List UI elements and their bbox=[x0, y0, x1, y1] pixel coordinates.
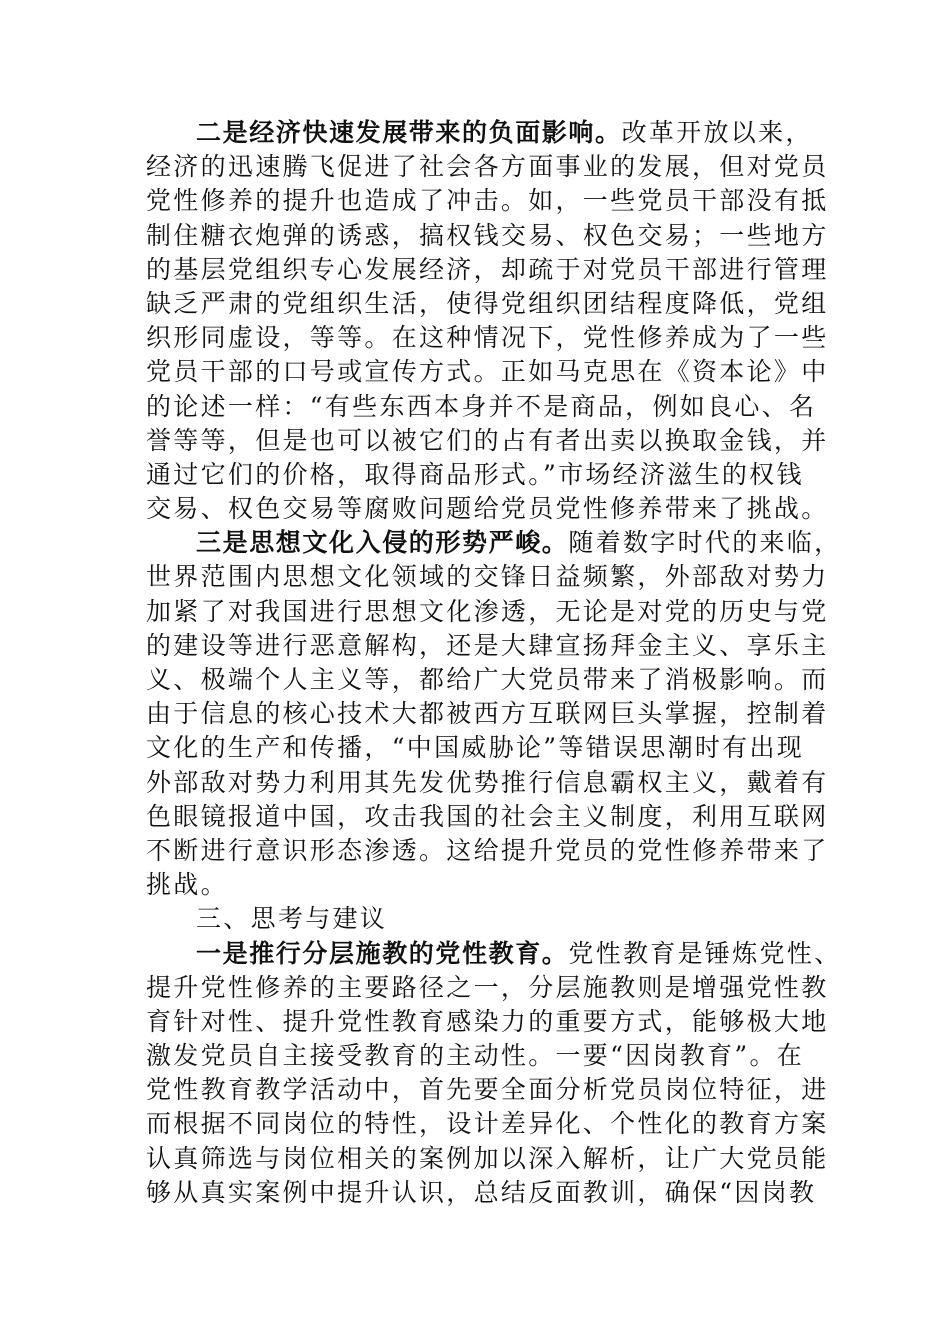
paragraph-economic-impact bbox=[146, 116, 829, 526]
paragraph-first-line bbox=[146, 526, 842, 560]
paragraph-line: 色眼镜报道中国，攻击我国的社会主义制度，利用互联网 bbox=[146, 801, 829, 831]
paragraph-line: 党性教育教学活动中，首先要全面分析党员岗位特征，进 bbox=[146, 1075, 829, 1105]
paragraph-line: 世界范围内思想文化领域的交锋日益频繁，外部敌对势力 bbox=[146, 562, 829, 592]
paragraph-lead-heading: 一是推行分层施教的党性教育。 bbox=[196, 938, 569, 968]
paragraph-line: 制住糖衣炮弹的诱惑，搞权钱交易、权色交易；一些地方 bbox=[146, 220, 829, 250]
paragraph-line: 经济的迅速腾飞促进了社会各方面事业的发展，但对党员 bbox=[146, 152, 829, 182]
paragraph-line: 够从真实案例中提升认识，总结反面教训，确保“因岗教 bbox=[146, 1177, 817, 1207]
paragraph-line: 的基层党组织专心发展经济，却疏于对党员干部进行管理 bbox=[146, 254, 829, 284]
paragraph-line: 交易、权色交易等腐败问题给党员党性修养带来了挑战。 bbox=[146, 494, 829, 524]
paragraph-line: 不断进行意识形态渗透。这给提升党员的党性修养带来了 bbox=[146, 835, 829, 865]
paragraph-line: 激发党员自主接受教育的主动性。一要“因岗教育”。在 bbox=[146, 1041, 805, 1071]
paragraph-line: 织形同虚设，等等。在这种情况下，党性修养成为了一些 bbox=[146, 323, 829, 353]
paragraph-line: 誉等等，但是也可以被它们的占有者出卖以换取金钱，并 bbox=[146, 425, 829, 455]
document-body bbox=[146, 116, 842, 1210]
paragraph-line: 育针对性、提升党性教育感染力的重要方式，能够极大地 bbox=[146, 1006, 829, 1036]
paragraph-line: 文化的生产和传播，“中国威胁论”等错误思潮时有出现 bbox=[146, 733, 805, 763]
paragraph-line: 的论述一样：“有些东西本身并不是商品，例如良心、名 bbox=[146, 391, 817, 421]
paragraph-line: 认真筛选与岗位相关的案例加以深入解析，让广大党员能 bbox=[146, 1143, 829, 1173]
paragraph-line: 义、极端个人主义等，都给广大党员带来了消极影响。而 bbox=[146, 665, 829, 694]
paragraph-text: 改革开放以来， bbox=[621, 118, 813, 147]
paragraph-line: 通过它们的价格，取得商品形式。”市场经济滋生的权钱 bbox=[146, 459, 804, 489]
paragraph-line: 外部敌对势力利用其先发优势推行信息霸权主义，戴着有 bbox=[146, 767, 829, 797]
paragraph-cultural-invasion bbox=[146, 526, 842, 902]
paragraph-line: 而根据不同岗位的特性，设计差异化、个性化的教育方案 bbox=[146, 1109, 829, 1139]
paragraph-line: 党性修养的提升也造成了冲击。如，一些党员干部没有抵 bbox=[146, 186, 829, 216]
paragraph-line: 挑战。 bbox=[146, 870, 228, 900]
paragraph-line: 加紧了对我国进行思想文化渗透，无论是对党的历史与党 bbox=[146, 596, 829, 626]
paragraph-line: 的建设等进行恶意解构，还是大肆宣扬拜金主义、享乐主 bbox=[146, 630, 829, 660]
paragraph-lead-heading: 二是经济快速发展带来的负面影响。 bbox=[196, 118, 622, 147]
paragraph-tiered-education bbox=[146, 937, 842, 1211]
paragraph-line: 由于信息的核心技术大都被西方互联网巨头掌握，控制着 bbox=[146, 699, 829, 729]
paragraph-line: 党员干部的口号或宣传方式。正如马克思在《资本论》中 bbox=[146, 357, 829, 387]
paragraph-first-line bbox=[146, 116, 813, 150]
paragraph-first-line bbox=[146, 937, 842, 971]
paragraph-text: 党性教育是锤炼党性、 bbox=[568, 938, 842, 968]
paragraph-line: 提升党性修养的主要路径之一，分层施教则是增强党性教 bbox=[146, 972, 829, 1002]
paragraph-text: 随着数字时代的来临， bbox=[568, 528, 842, 558]
paragraph-lead-heading: 三是思想文化入侵的形势严峻。 bbox=[196, 528, 569, 558]
section-heading: 三、思考与建议 bbox=[196, 904, 388, 934]
paragraph-line: 缺乏严肃的党组织生活，使得党组织团结程度降低，党组 bbox=[146, 288, 829, 318]
